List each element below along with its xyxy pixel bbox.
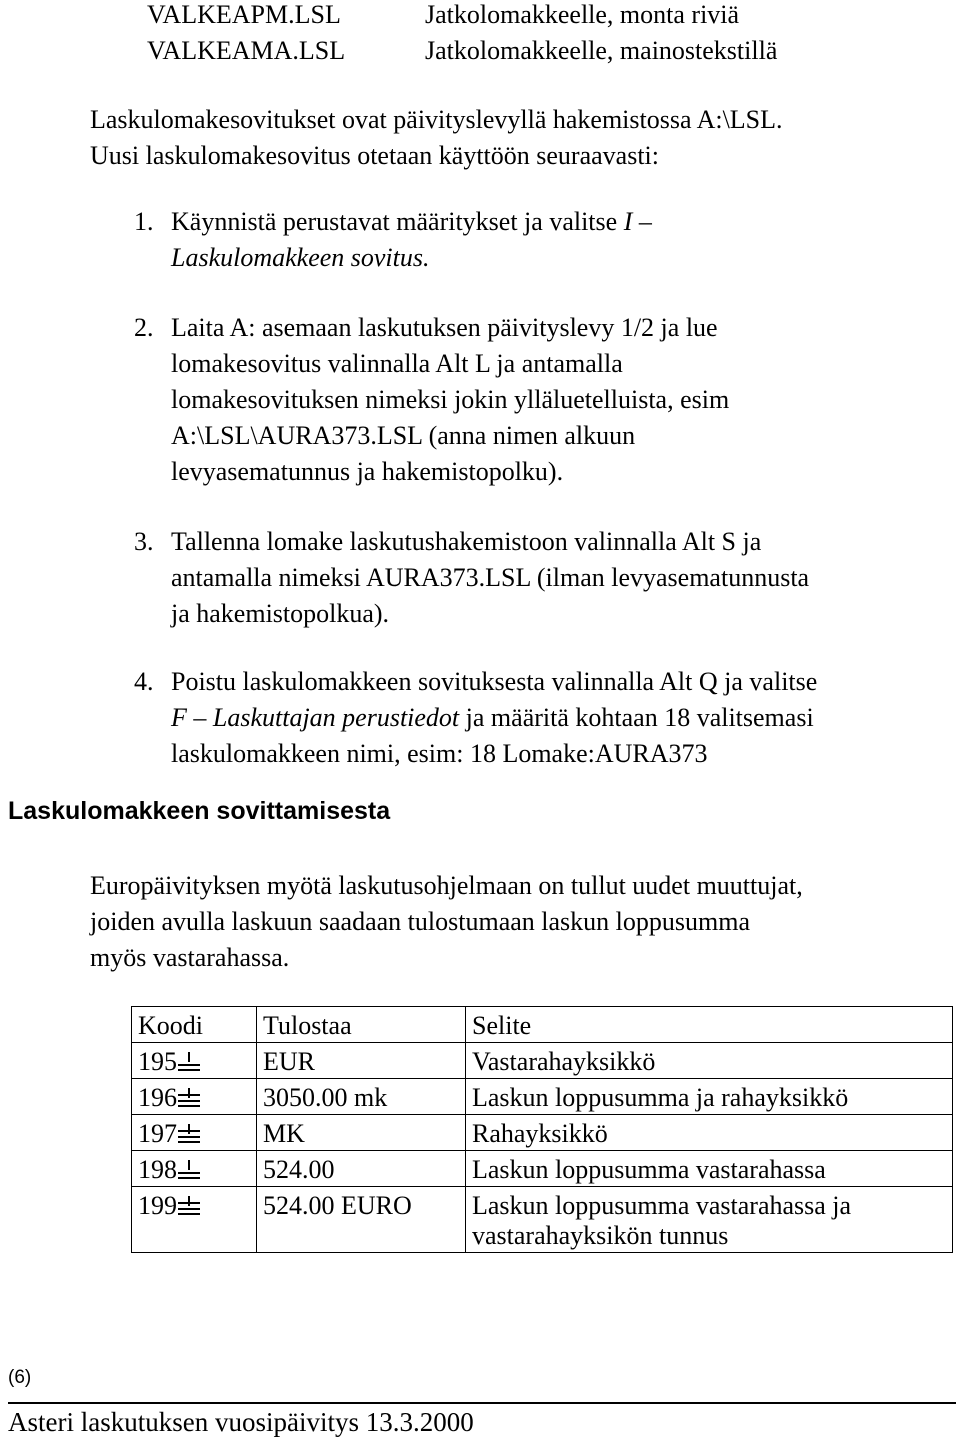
step-2-line: levyasematunnus ja hakemistopolku).	[171, 457, 564, 486]
step-2-line: A:\LSL\AURA373.LSL (anna nimen alkuun	[171, 421, 636, 450]
step-4-number: 4.	[134, 667, 154, 696]
header-code: Koodi	[132, 1007, 257, 1043]
section-para-line-3: myös vastarahassa.	[90, 943, 290, 972]
step-3-line: Tallenna lomake laskutushakemistoon valinnalla Alt S ja	[171, 527, 762, 556]
control-char-glyph-icon	[178, 1194, 200, 1216]
top-file-1: VALKEAPM.LSL	[147, 0, 341, 29]
step-2-line: lomakesovitus valinnalla Alt L ja antamalla	[171, 349, 623, 378]
control-char-glyph-icon	[178, 1086, 200, 1108]
section-heading: Laskulomakkeen sovittamisesta	[8, 797, 391, 825]
step-4-menu-item: F – Laskuttajan perustiedot	[171, 703, 460, 732]
footer-text: Asteri laskutuksen vuosipäivitys 13.3.2000	[8, 1407, 474, 1437]
step-3-number: 3.	[134, 527, 154, 556]
step-4-line: Poistu laskulomakkeen sovituksesta valinnalla Alt Q ja valitse	[171, 667, 818, 696]
table-row	[132, 1115, 953, 1151]
step-1-number: 1.	[134, 207, 154, 236]
top-desc-2: Jatkolomakkeelle, mainostekstillä	[425, 36, 778, 65]
description-value: Vastarahayksikkö	[466, 1043, 953, 1079]
header-prints: Tulostaa	[257, 1007, 466, 1043]
code-value: 195	[138, 1047, 177, 1076]
table-row	[132, 1079, 953, 1115]
code-value: 198	[138, 1155, 177, 1184]
table-row	[132, 1151, 953, 1187]
step-2-number: 2.	[134, 313, 154, 342]
step-1-menu-item: Laskulomakkeen sovitus.	[171, 243, 430, 272]
top-file-2: VALKEAMA.LSL	[147, 36, 346, 65]
intro-line-2: Uusi laskulomakesovitus otetaan käyttöön seuraavasti:	[90, 141, 659, 170]
prints-value: 3050.00 mk	[257, 1079, 466, 1115]
step-3-line: antamalla nimeksi AURA373.LSL (ilman levyasematunnusta	[171, 563, 810, 592]
description-value: Laskun loppusumma vastarahassa ja	[472, 1191, 852, 1220]
prints-value: EUR	[257, 1043, 466, 1079]
page-number: (6)	[8, 1367, 32, 1388]
step-2-line: lomakesovituksen nimeksi jokin ylläluetelluista, esim	[171, 385, 730, 414]
codes-table	[131, 1006, 953, 1253]
description-value: Laskun loppusumma vastarahassa	[466, 1151, 953, 1187]
table-row	[132, 1187, 953, 1253]
control-char-glyph-icon	[178, 1050, 200, 1072]
step-4-text: ja määritä kohtaan 18 valitsemasi	[459, 703, 814, 732]
step-3-line: ja hakemistopolkua).	[171, 599, 390, 628]
code-value: 197	[138, 1119, 177, 1148]
table-row	[132, 1043, 953, 1079]
control-char-glyph-icon	[178, 1122, 200, 1144]
table-header-row	[132, 1007, 953, 1043]
description-value-continued: vastarahayksikön tunnus	[472, 1221, 729, 1250]
header-description: Selite	[466, 1007, 953, 1043]
control-char-glyph-icon	[178, 1158, 200, 1180]
prints-value: MK	[257, 1115, 466, 1151]
prints-value: 524.00	[257, 1151, 466, 1187]
section-para-line-2: joiden avulla laskuun saadaan tulostumaan laskun loppusumma	[90, 907, 750, 936]
step-4-line: laskulomakkeen nimi, esim: 18 Lomake:AURA373	[171, 739, 708, 768]
code-value: 199	[138, 1191, 177, 1220]
description-value: Rahayksikkö	[466, 1115, 953, 1151]
section-para-line-1: Europäivityksen myötä laskutusohjelmaan on tullut uudet muuttujat,	[90, 871, 803, 900]
description-value: Laskun loppusumma ja rahayksikkö	[466, 1079, 953, 1115]
step-2-line: Laita A: asemaan laskutuksen päivityslevy 1/2 ja lue	[171, 313, 718, 342]
prints-value: 524.00 EURO	[257, 1187, 466, 1253]
step-1-menu-key: I –	[623, 207, 652, 236]
code-value: 196	[138, 1083, 177, 1112]
step-1-text: Käynnistä perustavat määritykset ja valitse	[171, 207, 624, 236]
intro-line-1: Laskulomakesovitukset ovat päivityslevyllä hakemistossa A:\LSL.	[90, 105, 783, 134]
top-desc-1: Jatkolomakkeelle, monta riviä	[425, 0, 740, 29]
